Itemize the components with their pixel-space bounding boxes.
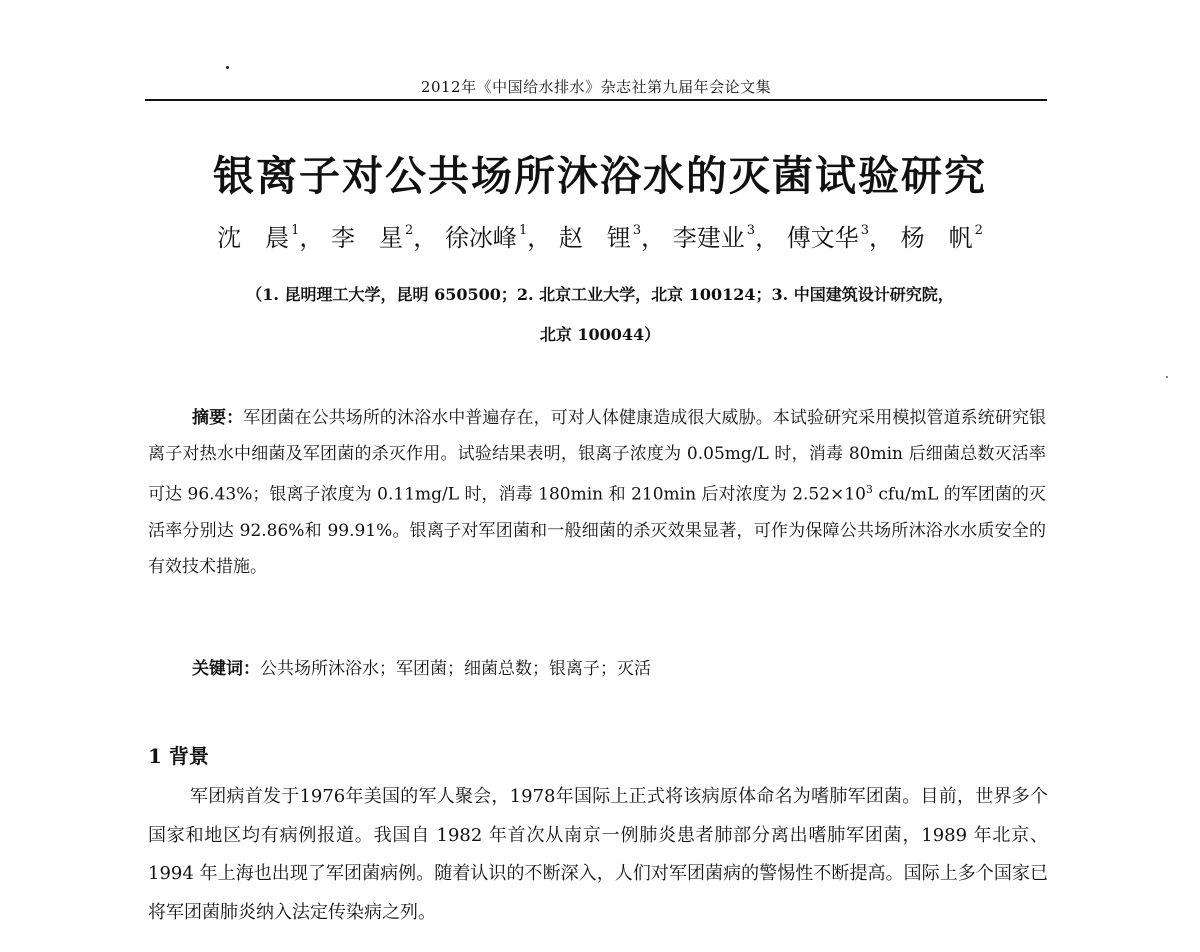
author-name: 李建业 <box>672 224 745 252</box>
author-name: 赵 锂 <box>558 224 631 252</box>
scan-speck <box>226 66 229 69</box>
section-heading: 1 背景 <box>148 744 209 768</box>
affiliations-line: 北京 100044） <box>539 325 661 344</box>
author-name: 沈 晨 <box>217 224 290 252</box>
keywords <box>192 654 1046 679</box>
abstract <box>148 400 1046 585</box>
header-rule <box>145 99 1047 101</box>
author-name: 傅文华 <box>786 224 859 252</box>
keywords-text: 公共场所沐浴水；军团菌；细菌总数；银离子；灭活 <box>260 659 651 679</box>
abstract-exponent: 3 <box>865 483 873 496</box>
author-affiliation-mark: 1 <box>291 223 300 238</box>
keywords-label: 关键词： <box>192 659 260 679</box>
affiliations-line: （1. 昆明理工大学，昆明 650500；2. 北京工业大学，北京 100124；3. 中国建筑设计研究院， <box>246 285 954 304</box>
abstract-text: 军团菌在公共场所的沐浴水中普遍存在，可对人体健康造成很大威胁。本试验研究采用模拟管道系统研究银离子对热水中细菌及军团菌的杀灭作用。试验结果表明，银离子浓度为 0.05mg/L 时，消毒 80min 后细菌总数灭活率可达 96.43%；银离子浓度为 0.11mg/L 时，消毒 180min 和 210min 后对浓度为 2.52×10 <box>148 408 1047 505</box>
author-name: 徐冰峰 <box>444 224 517 252</box>
author-name: 杨 帆 <box>900 224 973 252</box>
paper-title: 银离子对公共场所沐浴水的灭菌试验研究 <box>213 152 987 200</box>
abstract-label: 摘要： <box>192 408 244 428</box>
author-affiliation-mark: 1 <box>518 223 528 238</box>
author-list: 沈 晨 $^1$， 李 星 $^2$， 徐冰峰 $^1$， 赵 锂 $^3$， 李建业 $^3$， 傅文华 $^3$， 杨 帆 $^2$ <box>217 223 983 252</box>
author-affiliation-mark: 2 <box>405 223 414 238</box>
author-affiliation-mark: 2 <box>974 223 983 238</box>
running-head: 2012年《中国给水排水》杂志社第九届年会论文集 <box>420 78 772 96</box>
abstract-text: cfu/mL 的军团菌的灭活率分别达 92.86%和 99.91%。银离子对军团菌和一般细菌的杀灭效果显著，可作为保障公共场所沐浴水水质安全的有效技术措施。 <box>148 484 1046 577</box>
body-paragraph: 军团病首发于1976年美国的军人聚会，1978年国际上正式将该病原体命名为嗜肺军团菌。目前，世界多个国家和地区均有病例报道。我国自 1982 年首次从南京一例肺炎患者肺部分离出嗜肺军团菌，1989 年北京、1994 年上海也出现了军团菌病例。随着认识的不断深入，人们对军团菌病的警惕性不断提高。国际上多个国家已将军团菌肺炎纳入法定传染病之列。 <box>148 786 1048 923</box>
author-name: 李 星 <box>331 224 404 252</box>
author-affiliation-mark: 3 <box>860 223 869 238</box>
scan-speck <box>1166 376 1168 378</box>
cut-off-text-line <box>440 944 1048 952</box>
author-affiliation-mark: 3 <box>746 223 756 238</box>
author-affiliation-mark: 3 <box>632 223 642 238</box>
